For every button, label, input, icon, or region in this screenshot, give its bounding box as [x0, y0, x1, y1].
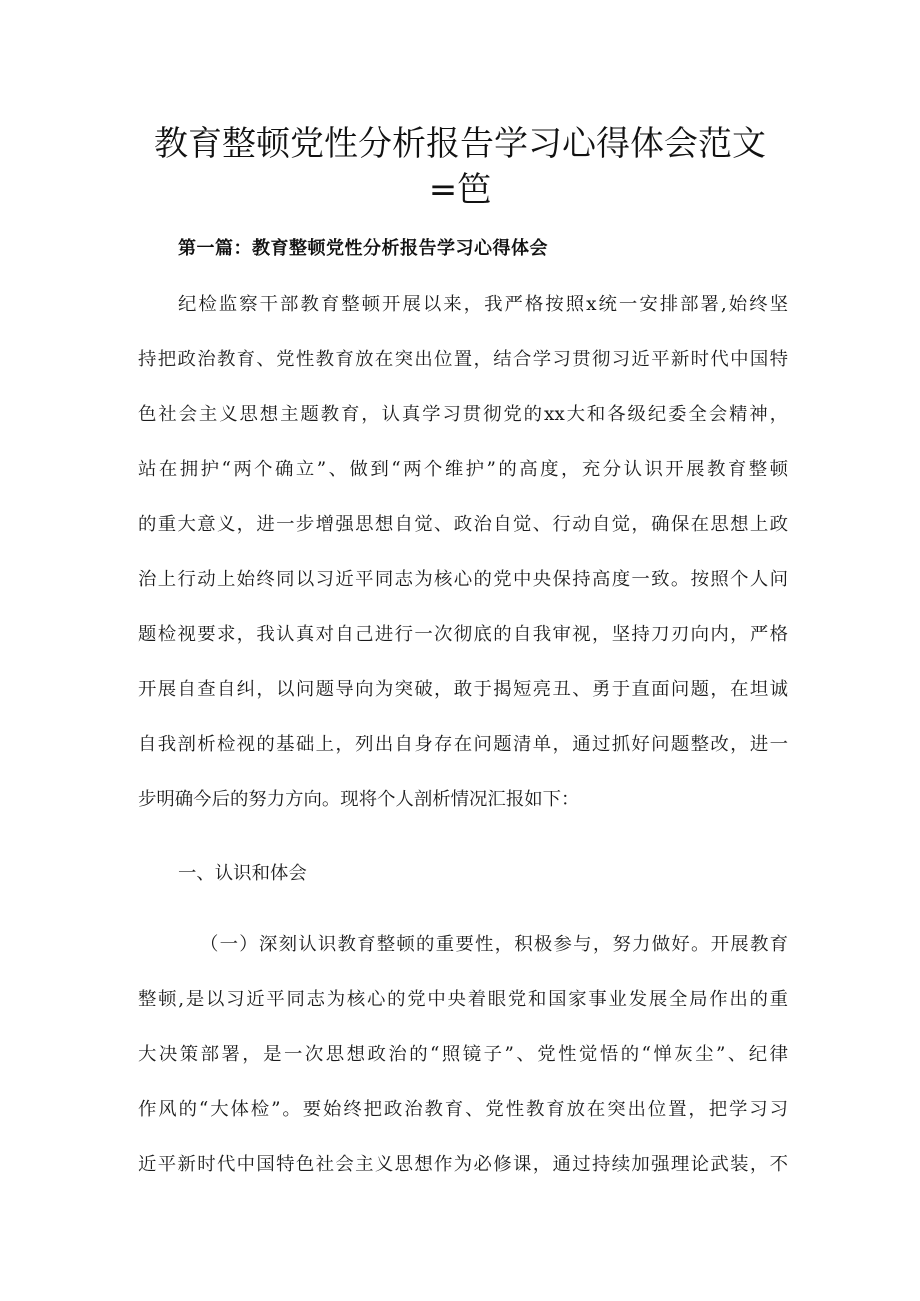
- paragraph-line: 持把政治教育、党性教育放在突出位置，结合学习贯彻习近平新时代中国特: [138, 349, 788, 370]
- paragraph-line: （一）深刻认识教育整顿的重要性，积极参与，努力做好。开展教育: [200, 934, 788, 955]
- paragraph-line: 站在拥护“两个确立”、做到“两个维护”的高度，充分认识开展教育整顿: [138, 459, 788, 480]
- subheading-1: 一、认识和体会: [178, 863, 307, 884]
- paragraph-line: 作风的“大体检”。要始终把政治教育、党性教育放在突出位置，把学习习: [138, 1099, 788, 1120]
- paragraph-line: 题检视要求，我认真对自己进行一次彻底的自我审视，坚持刀刃向内，严格: [138, 624, 788, 645]
- paragraph-line: 开展自查自纠，以问题导向为突破，敢于揭短亮丑、勇于直面问题，在坦诚: [138, 679, 788, 700]
- document-title-line-2: =笆: [428, 170, 492, 210]
- paragraph-line: 的重大意义，进一步增强思想自觉、政治自觉、行动自觉，确保在思想上政: [138, 514, 788, 535]
- paragraph-line: 近平新时代中国特色社会主义思想作为必修课，通过持续加强理论武装，不: [138, 1154, 788, 1175]
- paragraph-line: 整顿,是以习近平同志为核心的党中央着眼党和国家事业发展全局作出的重: [138, 989, 788, 1010]
- paragraph-line: 治上行动上始终同以习近平同志为核心的党中央保持高度一致。按照个人问: [138, 569, 788, 590]
- paragraph-line: 大决策部署，是一次思想政治的“照镜子”、党性觉悟的“惮灰尘”、纪律: [138, 1044, 788, 1065]
- section-heading: 第一篇：教育整顿党性分析报告学习心得体会: [178, 238, 548, 259]
- document-title-line-1: 教育整顿党性分析报告学习心得体会范文: [154, 124, 766, 164]
- paragraph-line: 纪检监察干部教育整顿开展以来，我严格按照x统一安排部署,始终坚: [178, 294, 788, 315]
- paragraph-line: 色社会主义思想主题教育，认真学习贯彻党的xx大和各级纪委全会精神，: [138, 404, 788, 425]
- paragraph-line: 步明确今后的努力方向。现将个人剖析情况汇报如下：: [138, 789, 580, 810]
- paragraph-line: 自我剖析检视的基础上，列出自身存在问题清单，通过抓好问题整改，进一: [138, 734, 788, 755]
